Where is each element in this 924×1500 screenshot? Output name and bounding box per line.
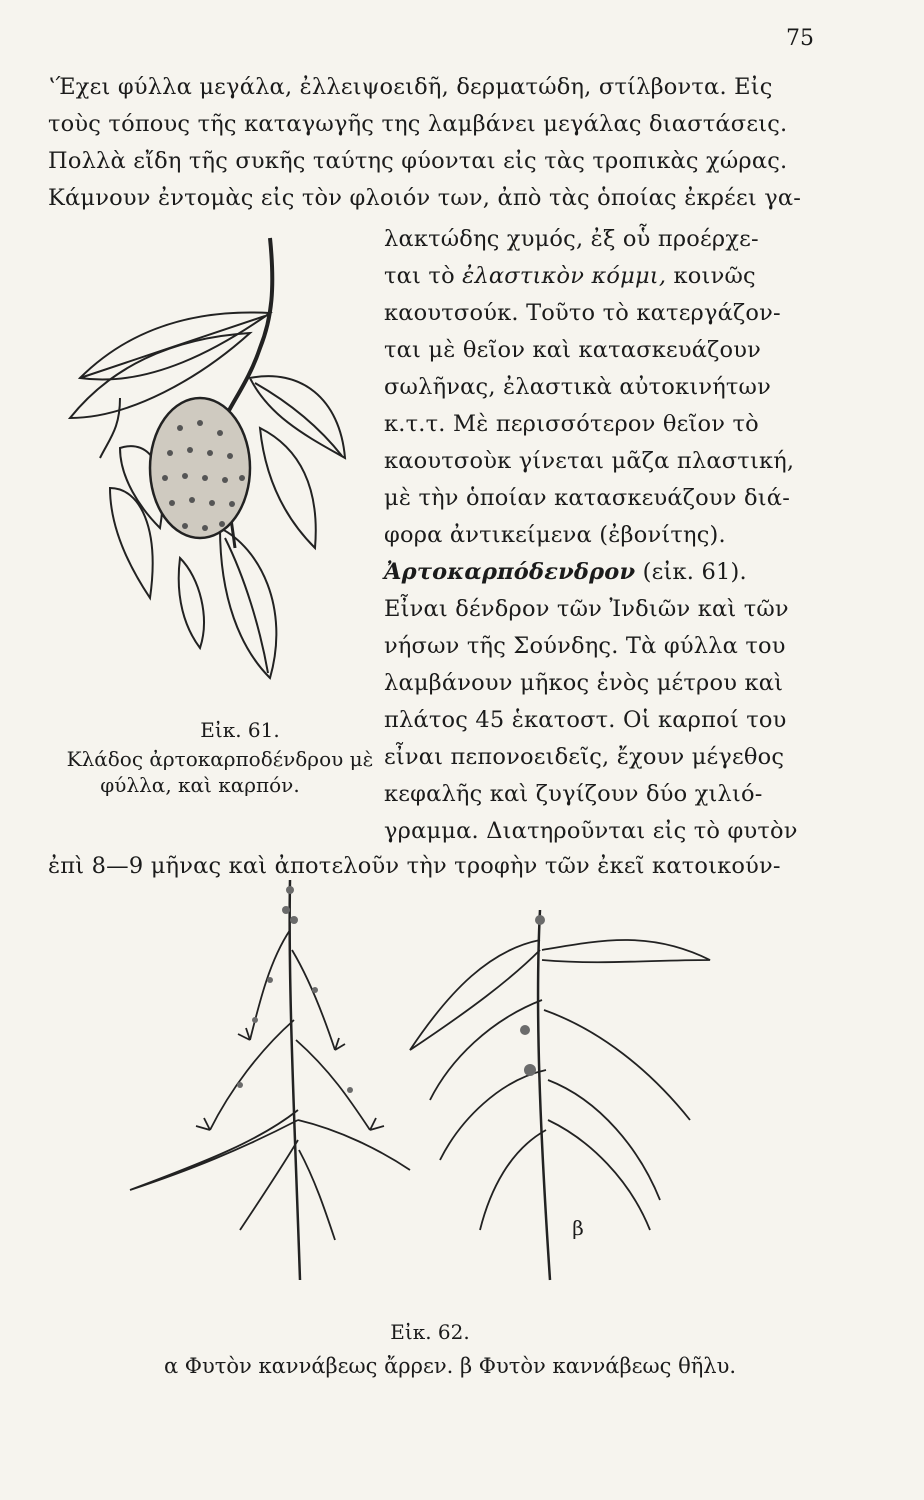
text-line: καουτσούκ. Τοῦτο τὸ κατεργάζον- [384,300,781,326]
text-line: τοὺς τόπους τῆς καταγωγῆς της λαμβάνει μεγάλας διαστάσεις. [48,111,788,137]
text-segment: ται τὸ [384,263,455,289]
plant-b-marker: β [572,1216,584,1240]
heading-term: Ἀρτοκαρπόδενδρον [384,559,636,585]
hemp-plants-illustration [110,870,750,1300]
text-line: ἐπὶ 8—9 μῆνας καὶ ἀποτελοῦν τὴν τροφὴν τῶν ἐκεῖ κατοικούν- [48,853,781,879]
text-line: Πολλὰ εἴδη τῆς συκῆς ταύτης φύονται εἰς τὰς τροπικὰς χώρας. [48,148,788,174]
text-line: κεφαλῆς καὶ ζυγίζουν δύο χιλιό- [384,781,763,807]
text-line: πλάτος 45 ἑκατοστ. Οἱ καρποί του [384,707,787,733]
text-line: εἶναι πεπονοειδεῖς, ἔχουν μέγεθος [384,744,785,770]
text-line: λακτώδης χυμός, ἐξ οὗ προέρχε- [384,226,759,252]
heading-ref: (εἰκ. 61). [642,559,747,585]
text-line: ʽΈχει φύλλα μεγάλα, ἐλλειψοειδῆ, δερματώδη, στίλβοντα. Εἰς [48,74,773,100]
page-number: 75 [786,26,814,51]
text-line: φορα ἀντικείμενα (ἐβονίτης). [384,522,726,548]
section-heading [384,561,747,584]
figure-62-label: Εἰκ. 62. [390,1320,470,1344]
breadfruit-branch-illustration [60,228,360,698]
figure-62-caption: α Φυτὸν καννάβεως ἄρρεν. β Φυτὸν καννάβεως θῆλυ. [163,1354,737,1378]
text-line: γραμμα. Διατηροῦνται εἰς τὸ φυτὸν [384,818,798,844]
text-line: νήσων τῆς Σούνδης. Τὰ φύλλα του [384,633,786,659]
text-line: κ.τ.τ. Μὲ περισσότερον θεῖον τὸ [384,411,759,437]
text-line: Κάμνουν ἐντομὰς εἰς τὸν φλοιόν των, ἀπὸ τὰς ὁποίας ἐκρέει γα- [48,185,802,211]
figure-61-caption: Κλάδος ἀρτοκαρποδένδρου μὲ [66,747,374,771]
text-segment: κοινῶς [673,263,756,289]
text-line: μὲ τὴν ὁποίαν κατασκευάζουν διά- [384,485,790,511]
text-line: σωλῆνας, ἐλαστικὰ αὐτοκινήτων [384,374,771,400]
text-line: Εἶναι δένδρον τῶν Ἰνδιῶν καὶ τῶν [384,596,789,622]
figure-61-label: Εἰκ. 61. [200,718,280,742]
text-line [384,265,756,288]
text-line: ται μὲ θεῖον καὶ κατασκευάζουν [384,337,762,363]
text-line: καουτσοὺκ γίνεται μᾶζα πλαστική, [384,448,795,474]
text-line: λαμβάνουν μῆκος ἑνὸς μέτρου καὶ [384,670,784,696]
figure-61-caption: φύλλα, καὶ καρπόν. [100,773,300,797]
italic-term: ἐλαστικὸν κόμμι, [462,263,667,289]
